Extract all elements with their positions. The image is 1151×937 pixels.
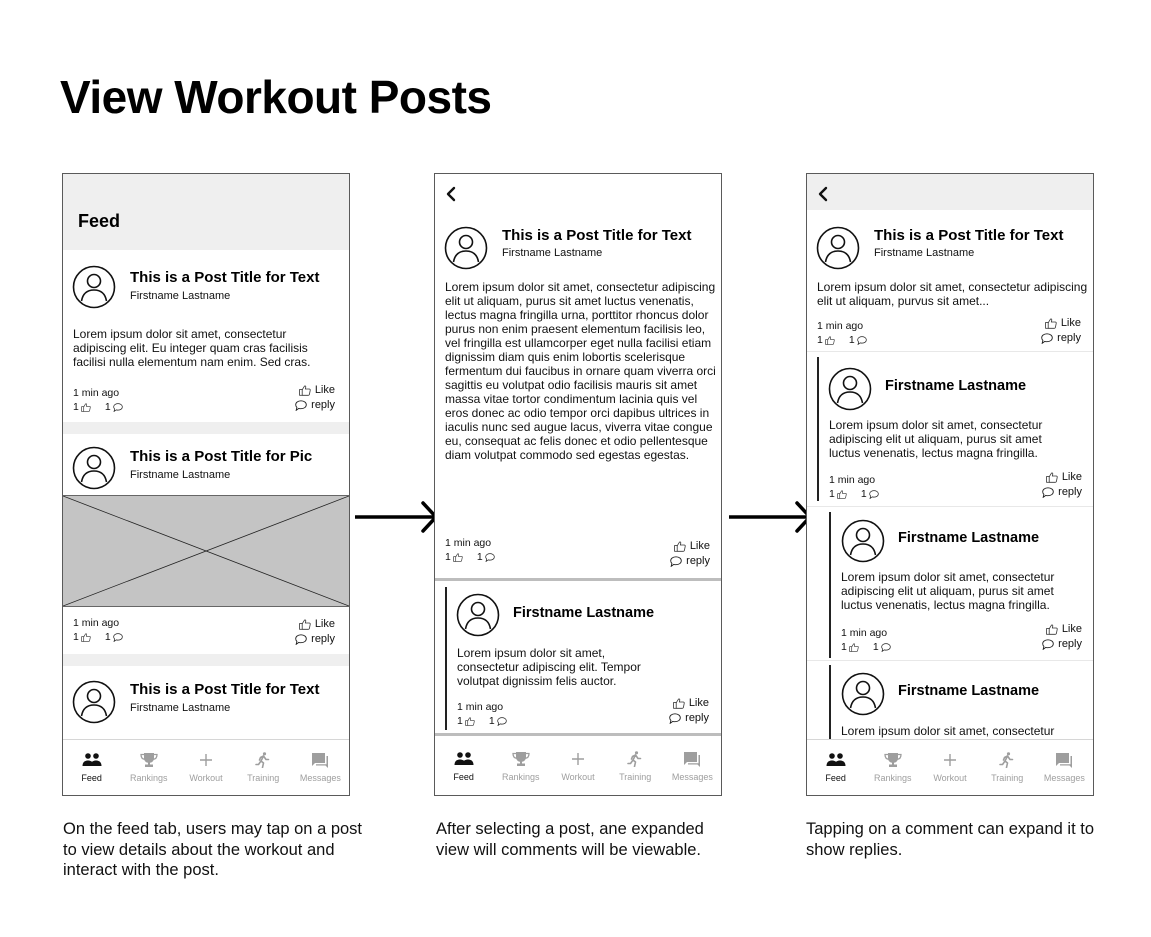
post-author: Firstname Lastname	[130, 469, 231, 481]
post-meta	[73, 616, 123, 644]
nav-label: Messages	[1043, 773, 1085, 783]
like-button[interactable]	[1041, 316, 1081, 331]
people-icon	[826, 752, 846, 768]
reply-button[interactable]	[669, 711, 709, 726]
nav-rankings[interactable]	[120, 740, 177, 795]
like-label: Like	[314, 618, 335, 630]
top-bar	[807, 174, 1093, 210]
caption-feed: On the feed tab, users may tap on a post to view details about the workout and interact with the post.	[63, 820, 363, 879]
user-circle-icon	[72, 265, 116, 309]
nav-feed[interactable]	[63, 740, 120, 795]
divider	[807, 506, 1093, 507]
thumbs-up-icon	[299, 385, 311, 396]
chevron-left-icon[interactable]	[444, 185, 458, 203]
nav-workout[interactable]	[549, 739, 606, 795]
like-count: 1	[73, 401, 79, 413]
speech-bubble-icon	[881, 643, 891, 652]
reply-button[interactable]	[295, 632, 335, 647]
like-count: 1	[817, 334, 823, 346]
thumbs-up-icon	[1046, 624, 1058, 635]
chat-icon	[310, 752, 330, 768]
reply-label: reply	[311, 633, 335, 645]
reply-count: 1	[872, 641, 879, 653]
feed-screen	[62, 173, 350, 796]
like-count: 1	[457, 715, 463, 727]
post-time: 1 min ago	[73, 617, 120, 629]
nav-label: Feed	[453, 772, 474, 782]
post-meta	[817, 319, 867, 347]
post-author: Firstname Lastname	[130, 702, 231, 714]
reply-label: reply	[686, 555, 710, 567]
nav-training[interactable]	[235, 740, 292, 795]
post-meta	[445, 536, 495, 564]
like-count: 1	[73, 631, 79, 643]
people-icon	[82, 752, 102, 768]
post-body: Lorem ipsum dolor sit amet, consectetur adipiscing elit ut aliquam, purvus sit amet...	[817, 280, 1088, 308]
like-button[interactable]	[1042, 622, 1082, 637]
divider	[435, 733, 721, 736]
plus-icon	[568, 751, 588, 767]
comment-actions	[1042, 470, 1082, 500]
like-count: 1	[829, 488, 835, 500]
like-label: Like	[1061, 471, 1082, 483]
bottom-nav	[435, 739, 721, 795]
comment-time: 1 min ago	[457, 701, 504, 713]
post-title: This is a Post Title for Text	[874, 227, 1064, 244]
thumbs-up-icon	[825, 336, 835, 345]
like-count: 1	[445, 551, 451, 563]
thumbs-up-icon	[465, 717, 475, 726]
page-title: View Workout Posts	[60, 71, 492, 123]
comment-body: Lorem ipsum dolor sit amet, consectetur adipiscing elit ut aliquam, purus sit amet luctus venenatis, lectus magna fringilla.	[829, 418, 1043, 460]
nav-messages[interactable]	[292, 740, 349, 795]
comment-body: Lorem ipsum dolor sit amet, consectetur adipiscing elit. Tempor volutpat dignissim felis auctor.	[457, 646, 641, 688]
thumbs-up-icon	[1046, 472, 1058, 483]
trophy-icon	[139, 752, 159, 768]
comment-meta	[841, 626, 891, 654]
speech-bubble-icon	[869, 490, 879, 499]
comment-actions	[1042, 622, 1082, 652]
post-author: Firstname Lastname	[874, 247, 975, 259]
reply-button[interactable]	[670, 554, 710, 569]
plus-icon	[196, 752, 216, 768]
bottom-nav	[807, 739, 1093, 795]
comment-author: Firstname Lastname	[898, 683, 1040, 699]
like-label: Like	[689, 540, 710, 552]
comment-author: Firstname Lastname	[885, 378, 1027, 394]
comment-author: Firstname Lastname	[898, 530, 1040, 546]
comment-body: Lorem ipsum dolor sit amet, consectetur	[841, 724, 1055, 738]
nav-training[interactable]	[979, 740, 1036, 795]
reply-button[interactable]	[1041, 331, 1081, 346]
like-button[interactable]	[670, 539, 710, 554]
feed-header-title: Feed	[78, 211, 121, 231]
nav-label: Rankings	[502, 772, 540, 782]
comment-actions	[669, 696, 709, 726]
thumbs-up-icon	[674, 541, 686, 552]
nav-label: Workout	[189, 773, 223, 783]
nav-label: Workout	[933, 773, 967, 783]
thumbs-up-icon	[81, 633, 91, 642]
comment-meta	[457, 700, 507, 728]
speech-bubble-icon	[669, 713, 681, 724]
thumbs-up-icon	[81, 403, 91, 412]
post-title[interactable]: This is a Post Title for Pic	[130, 448, 313, 465]
running-icon	[253, 752, 273, 768]
nav-workout[interactable]	[177, 740, 234, 795]
thumbs-up-icon	[673, 698, 685, 709]
replies-screen	[806, 173, 1094, 796]
trophy-icon	[883, 752, 903, 768]
thumbs-up-icon	[849, 643, 859, 652]
reply-count: 1	[860, 488, 867, 500]
post-separator	[63, 422, 349, 434]
trophy-icon	[511, 751, 531, 767]
like-button[interactable]	[1042, 470, 1082, 485]
like-label: Like	[1061, 623, 1082, 635]
chat-icon	[1054, 752, 1074, 768]
nav-label: Feed	[81, 773, 102, 783]
nav-workout[interactable]	[921, 740, 978, 795]
comment-thread-line	[829, 512, 831, 658]
like-button[interactable]	[295, 383, 335, 398]
nav-label: Feed	[825, 773, 846, 783]
nav-feed[interactable]	[807, 740, 864, 795]
user-circle-icon	[841, 672, 885, 716]
post-detail-screen	[434, 173, 722, 796]
reply-label: reply	[685, 712, 709, 724]
speech-bubble-icon	[295, 400, 307, 411]
post-author: Firstname Lastname	[130, 290, 231, 302]
user-circle-icon	[456, 593, 500, 637]
thumbs-up-icon	[453, 553, 463, 562]
nav-messages[interactable]	[1036, 740, 1093, 795]
post-title[interactable]: This is a Post Title for Text	[130, 681, 320, 698]
comment-thread-line	[829, 665, 831, 745]
nav-label: Messages	[299, 773, 341, 783]
nav-label: Rankings	[874, 773, 912, 783]
thumbs-up-icon	[1045, 318, 1057, 329]
reply-label: reply	[311, 399, 335, 411]
nav-label: Training	[991, 773, 1024, 783]
divider	[807, 351, 1093, 352]
nav-training[interactable]	[607, 739, 664, 795]
post-title[interactable]: This is a Post Title for Text	[130, 269, 320, 286]
image-placeholder	[63, 495, 349, 607]
comment-meta	[829, 473, 879, 501]
speech-bubble-icon	[113, 403, 123, 412]
like-label: Like	[688, 697, 709, 709]
like-label: Like	[314, 384, 335, 396]
like-count: 1	[841, 641, 847, 653]
reply-count: 1	[488, 715, 495, 727]
nav-label: Messages	[671, 772, 713, 782]
comment-thread-line	[445, 587, 447, 730]
post-author: Firstname Lastname	[502, 247, 603, 259]
running-icon	[997, 752, 1017, 768]
post-time: 1 min ago	[817, 320, 864, 332]
post-actions	[670, 539, 710, 569]
post-actions	[295, 617, 335, 647]
reply-label: reply	[1058, 486, 1082, 498]
post-actions	[1041, 316, 1081, 346]
reply-count: 1	[476, 551, 483, 563]
post-separator	[63, 654, 349, 666]
speech-bubble-icon	[113, 633, 123, 642]
nav-messages[interactable]	[664, 739, 721, 795]
post-meta	[73, 386, 123, 414]
like-label: Like	[1060, 317, 1081, 329]
speech-bubble-icon	[857, 336, 867, 345]
post-time: 1 min ago	[73, 387, 120, 399]
thumbs-up-icon	[837, 490, 847, 499]
reply-count: 1	[848, 334, 855, 346]
post-time: 1 min ago	[445, 537, 492, 549]
divider	[807, 660, 1093, 661]
reply-label: reply	[1057, 332, 1081, 344]
comment-time: 1 min ago	[841, 627, 888, 639]
post-title: This is a Post Title for Text	[502, 227, 692, 244]
user-circle-icon	[72, 680, 116, 724]
user-circle-icon	[444, 226, 488, 270]
comment-thread-line	[817, 357, 819, 501]
caption-replies: Tapping on a comment can expand it to show replies.	[806, 820, 1095, 859]
nav-label: Training	[619, 772, 652, 782]
thumbs-up-icon	[299, 619, 311, 630]
caption-detail: After selecting a post, ane expanded view will comments will be viewable.	[436, 820, 704, 859]
nav-feed[interactable]	[435, 739, 492, 795]
post-body: Lorem ipsum dolor sit amet, consectetur adipiscing elit ut aliquam, purus sit amet luctus venenatis, lectus magna fringilla urna, porttitor rhoncus dolor purus non enim praesent elementum facilisis leo, vel fringilla est ullamcorper eget nulla facilisi etiam dignissim diam quis enim lobortis scelerisque fermentum dui faucibus in ornare quam viverra orci sagittis eu volutpat odio facilisis mauris sit amet massa vitae tortor condimentum lacinia quis vel eros donec ac odio tempor orci dapibus ultrices in iaculis nunc sed augue lacus, viverra vitae congue eu, consequat ac felis donec et odio pellentesque diam volutpat commodo sed egestas egestas.	[445, 280, 716, 462]
nav-label: Workout	[561, 772, 595, 782]
speech-bubble-icon	[1041, 333, 1053, 344]
plus-icon	[940, 752, 960, 768]
like-button[interactable]	[295, 617, 335, 632]
user-circle-icon	[828, 367, 872, 411]
reply-count: 1	[104, 631, 111, 643]
arrow-right-icon	[353, 500, 439, 534]
running-icon	[625, 751, 645, 767]
speech-bubble-icon	[670, 556, 682, 567]
bottom-nav	[63, 739, 349, 795]
reply-button[interactable]	[1042, 485, 1082, 500]
nav-rankings[interactable]	[492, 739, 549, 795]
feed-header	[63, 174, 349, 250]
comment-time: 1 min ago	[829, 474, 876, 486]
people-icon	[454, 751, 474, 767]
post-body: Lorem ipsum dolor sit amet, consectetur adipiscing elit. Eu integer quam cras facilisis facilisi nulla elementum nam enim. Sed cras.	[73, 327, 311, 369]
user-circle-icon	[841, 519, 885, 563]
speech-bubble-icon	[1042, 487, 1054, 498]
like-button[interactable]	[669, 696, 709, 711]
chevron-left-icon[interactable]	[816, 185, 830, 203]
reply-label: reply	[1058, 638, 1082, 650]
speech-bubble-icon	[497, 717, 507, 726]
reply-button[interactable]	[295, 398, 335, 413]
user-circle-icon	[816, 226, 860, 270]
user-circle-icon	[72, 446, 116, 490]
nav-rankings[interactable]	[864, 740, 921, 795]
speech-bubble-icon	[485, 553, 495, 562]
speech-bubble-icon	[1042, 639, 1054, 650]
reply-button[interactable]	[1042, 637, 1082, 652]
nav-label: Training	[247, 773, 280, 783]
chat-icon	[682, 751, 702, 767]
nav-label: Rankings	[130, 773, 168, 783]
comment-body: Lorem ipsum dolor sit amet, consectetur adipiscing elit ut aliquam, purus sit amet luctus venenatis, lectus magna fringilla.	[841, 570, 1055, 612]
post-actions	[295, 383, 335, 413]
arrow-right-icon	[727, 500, 813, 534]
divider	[435, 578, 721, 581]
speech-bubble-icon	[295, 634, 307, 645]
comment-author: Firstname Lastname	[513, 605, 655, 621]
reply-count: 1	[104, 401, 111, 413]
